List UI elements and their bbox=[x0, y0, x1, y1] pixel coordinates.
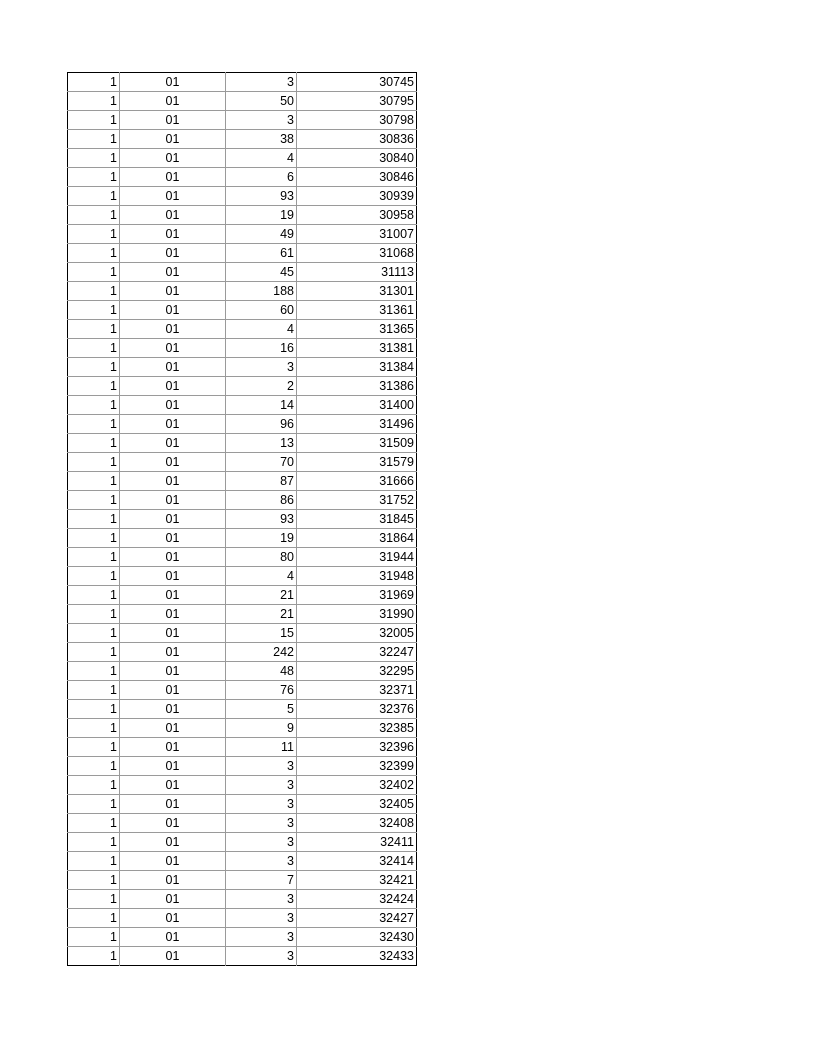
cell-col-d: 32408 bbox=[297, 814, 417, 833]
cell-col-c: 86 bbox=[226, 491, 297, 510]
cell-col-a: 1 bbox=[68, 415, 120, 434]
cell-col-a: 1 bbox=[68, 206, 120, 225]
cell-col-b: 01 bbox=[120, 453, 226, 472]
table-row bbox=[68, 225, 417, 244]
cell-col-d: 31579 bbox=[297, 453, 417, 472]
table-row bbox=[68, 111, 417, 130]
cell-col-d: 31666 bbox=[297, 472, 417, 491]
cell-col-c: 6 bbox=[226, 168, 297, 187]
cell-col-c: 3 bbox=[226, 795, 297, 814]
cell-col-a: 1 bbox=[68, 320, 120, 339]
table-row bbox=[68, 415, 417, 434]
table-row bbox=[68, 206, 417, 225]
cell-col-c: 9 bbox=[226, 719, 297, 738]
table-row bbox=[68, 567, 417, 586]
cell-col-b: 01 bbox=[120, 491, 226, 510]
cell-col-c: 3 bbox=[226, 909, 297, 928]
cell-col-a: 1 bbox=[68, 700, 120, 719]
cell-col-b: 01 bbox=[120, 852, 226, 871]
cell-col-a: 1 bbox=[68, 472, 120, 491]
cell-col-b: 01 bbox=[120, 548, 226, 567]
cell-col-d: 32399 bbox=[297, 757, 417, 776]
cell-col-c: 3 bbox=[226, 111, 297, 130]
cell-col-b: 01 bbox=[120, 415, 226, 434]
cell-col-b: 01 bbox=[120, 890, 226, 909]
cell-col-a: 1 bbox=[68, 111, 120, 130]
cell-col-c: 19 bbox=[226, 206, 297, 225]
table-row bbox=[68, 738, 417, 757]
cell-col-a: 1 bbox=[68, 909, 120, 928]
cell-col-d: 31381 bbox=[297, 339, 417, 358]
cell-col-d: 31386 bbox=[297, 377, 417, 396]
cell-col-c: 3 bbox=[226, 814, 297, 833]
cell-col-c: 76 bbox=[226, 681, 297, 700]
cell-col-c: 3 bbox=[226, 852, 297, 871]
table-row bbox=[68, 700, 417, 719]
table-row bbox=[68, 301, 417, 320]
table-row bbox=[68, 548, 417, 567]
cell-col-d: 32411 bbox=[297, 833, 417, 852]
cell-col-d: 32414 bbox=[297, 852, 417, 871]
cell-col-d: 31990 bbox=[297, 605, 417, 624]
cell-col-a: 1 bbox=[68, 339, 120, 358]
cell-col-b: 01 bbox=[120, 187, 226, 206]
cell-col-c: 13 bbox=[226, 434, 297, 453]
table-row bbox=[68, 662, 417, 681]
cell-col-b: 01 bbox=[120, 586, 226, 605]
cell-col-a: 1 bbox=[68, 757, 120, 776]
cell-col-c: 19 bbox=[226, 529, 297, 548]
table-row bbox=[68, 757, 417, 776]
cell-col-a: 1 bbox=[68, 453, 120, 472]
table-row bbox=[68, 453, 417, 472]
table-row bbox=[68, 339, 417, 358]
cell-col-c: 87 bbox=[226, 472, 297, 491]
cell-col-b: 01 bbox=[120, 92, 226, 111]
table-row bbox=[68, 643, 417, 662]
table-row bbox=[68, 320, 417, 339]
cell-col-c: 14 bbox=[226, 396, 297, 415]
cell-col-d: 31384 bbox=[297, 358, 417, 377]
cell-col-a: 1 bbox=[68, 73, 120, 92]
table-row bbox=[68, 681, 417, 700]
cell-col-d: 31969 bbox=[297, 586, 417, 605]
cell-col-b: 01 bbox=[120, 662, 226, 681]
cell-col-a: 1 bbox=[68, 529, 120, 548]
cell-col-a: 1 bbox=[68, 377, 120, 396]
table-row bbox=[68, 719, 417, 738]
cell-col-d: 31509 bbox=[297, 434, 417, 453]
cell-col-a: 1 bbox=[68, 643, 120, 662]
cell-col-c: 5 bbox=[226, 700, 297, 719]
cell-col-c: 50 bbox=[226, 92, 297, 111]
cell-col-a: 1 bbox=[68, 947, 120, 966]
cell-col-b: 01 bbox=[120, 738, 226, 757]
cell-col-a: 1 bbox=[68, 738, 120, 757]
cell-col-c: 93 bbox=[226, 187, 297, 206]
cell-col-d: 30745 bbox=[297, 73, 417, 92]
cell-col-c: 3 bbox=[226, 73, 297, 92]
cell-col-b: 01 bbox=[120, 263, 226, 282]
cell-col-a: 1 bbox=[68, 871, 120, 890]
table-row bbox=[68, 92, 417, 111]
cell-col-b: 01 bbox=[120, 320, 226, 339]
cell-col-d: 31496 bbox=[297, 415, 417, 434]
cell-col-d: 32433 bbox=[379, 949, 414, 963]
cell-col-c: 7 bbox=[226, 871, 297, 890]
table-row bbox=[68, 833, 417, 852]
cell-col-d: 30958 bbox=[297, 206, 417, 225]
table-row bbox=[68, 244, 417, 263]
cell-col-b: 01 bbox=[120, 149, 226, 168]
cell-col-d: 31365 bbox=[297, 320, 417, 339]
cell-col-a: 1 bbox=[68, 282, 120, 301]
cell-col-b: 01 bbox=[120, 377, 226, 396]
cell-col-c: 16 bbox=[226, 339, 297, 358]
cell-col-a: 1 bbox=[68, 187, 120, 206]
data-table bbox=[67, 72, 417, 966]
cell-col-b: 01 bbox=[120, 396, 226, 415]
cell-col-d: 31301 bbox=[297, 282, 417, 301]
cell-col-a: 1 bbox=[68, 225, 120, 244]
cell-col-b: 01 bbox=[120, 757, 226, 776]
cell-col-c: 4 bbox=[226, 567, 297, 586]
cell-col-d: 32247 bbox=[297, 643, 417, 662]
cell-col-b: 01 bbox=[120, 168, 226, 187]
cell-col-b: 01 bbox=[120, 111, 226, 130]
cell-col-a: 1 bbox=[68, 491, 120, 510]
cell-col-d: 31948 bbox=[297, 567, 417, 586]
cell-col-d: 32427 bbox=[297, 909, 417, 928]
cell-col-a: 1 bbox=[68, 301, 120, 320]
cell-col-b: 01 bbox=[120, 947, 226, 966]
cell-col-c: 3 bbox=[226, 358, 297, 377]
cell-col-d: 31944 bbox=[297, 548, 417, 567]
cell-col-d: 32295 bbox=[297, 662, 417, 681]
cell-col-c: 3 bbox=[226, 757, 297, 776]
cell-col-a: 1 bbox=[68, 510, 120, 529]
cell-col-d: 31113 bbox=[297, 263, 417, 282]
cell-col-b: 01 bbox=[120, 225, 226, 244]
cell-col-d: 31864 bbox=[297, 529, 417, 548]
table-row bbox=[68, 491, 417, 510]
table-row bbox=[68, 605, 417, 624]
cell-col-c: 21 bbox=[226, 605, 297, 624]
cell-col-d: 30939 bbox=[297, 187, 417, 206]
cell-col-b: 01 bbox=[120, 301, 226, 320]
cell-col-b: 01 bbox=[120, 434, 226, 453]
table-body bbox=[68, 73, 417, 966]
cell-col-a: 1 bbox=[68, 605, 120, 624]
table-row bbox=[68, 814, 417, 833]
table-row bbox=[68, 377, 417, 396]
table-row bbox=[68, 776, 417, 795]
table-row bbox=[68, 73, 417, 92]
cell-col-a: 1 bbox=[68, 586, 120, 605]
cell-col-b: 01 bbox=[120, 244, 226, 263]
cell-col-c: 3 bbox=[226, 890, 297, 909]
cell-col-b: 01 bbox=[120, 776, 226, 795]
cell-col-d: 30846 bbox=[297, 168, 417, 187]
cell-col-c: 70 bbox=[226, 453, 297, 472]
table-row bbox=[68, 168, 417, 187]
cell-col-b: 01 bbox=[120, 795, 226, 814]
cell-col-b: 01 bbox=[120, 206, 226, 225]
cell-col-a: 1 bbox=[68, 795, 120, 814]
cell-col-b: 01 bbox=[120, 643, 226, 662]
table-row bbox=[68, 947, 417, 966]
cell-col-b: 01 bbox=[120, 871, 226, 890]
cell-col-b: 01 bbox=[120, 358, 226, 377]
cell-col-c: 15 bbox=[226, 624, 297, 643]
cell-col-d: 30840 bbox=[297, 149, 417, 168]
cell-col-c: 21 bbox=[226, 586, 297, 605]
cell-col-b: 01 bbox=[120, 681, 226, 700]
cell-col-b: 01 bbox=[120, 73, 226, 92]
cell-col-d: 32396 bbox=[297, 738, 417, 757]
table-row bbox=[68, 529, 417, 548]
cell-col-d: 30795 bbox=[297, 92, 417, 111]
cell-col-c: 11 bbox=[226, 738, 297, 757]
cell-col-a: 1 bbox=[68, 890, 120, 909]
cell-col-b: 01 bbox=[120, 567, 226, 586]
table-row bbox=[68, 434, 417, 453]
cell-col-c: 45 bbox=[226, 263, 297, 282]
table-row bbox=[68, 871, 417, 890]
cell-col-a: 1 bbox=[68, 263, 120, 282]
cell-col-a: 1 bbox=[68, 681, 120, 700]
cell-col-d: 31845 bbox=[297, 510, 417, 529]
cell-col-b: 01 bbox=[120, 928, 226, 947]
table-row bbox=[68, 472, 417, 491]
cell-col-d: 32385 bbox=[297, 719, 417, 738]
table-row bbox=[68, 795, 417, 814]
table-row bbox=[68, 396, 417, 415]
cell-col-d: 31400 bbox=[297, 396, 417, 415]
cell-col-b: 01 bbox=[120, 833, 226, 852]
cell-col-d: 32424 bbox=[297, 890, 417, 909]
cell-col-d: 32402 bbox=[297, 776, 417, 795]
cell-col-b: 01 bbox=[120, 339, 226, 358]
cell-col-a: 1 bbox=[68, 814, 120, 833]
cell-col-c: 3 bbox=[226, 947, 297, 966]
cell-col-a: 1 bbox=[68, 92, 120, 111]
cell-col-c: 61 bbox=[226, 244, 297, 263]
table-row bbox=[68, 624, 417, 643]
cell-col-a: 1 bbox=[68, 567, 120, 586]
table-row bbox=[68, 149, 417, 168]
cell-col-a: 1 bbox=[68, 852, 120, 871]
cell-col-a: 1 bbox=[68, 434, 120, 453]
cell-col-b: 01 bbox=[120, 909, 226, 928]
cell-col-b: 01 bbox=[120, 529, 226, 548]
cell-col-a: 1 bbox=[68, 833, 120, 852]
cell-col-b: 01 bbox=[120, 814, 226, 833]
cell-col-b: 01 bbox=[120, 472, 226, 491]
cell-col-c: 60 bbox=[226, 301, 297, 320]
cell-col-b: 01 bbox=[120, 700, 226, 719]
table-row bbox=[68, 282, 417, 301]
table-row bbox=[68, 130, 417, 149]
cell-col-c: 3 bbox=[226, 928, 297, 947]
cell-col-c: 96 bbox=[226, 415, 297, 434]
cell-col-a: 1 bbox=[68, 358, 120, 377]
cell-col-c: 38 bbox=[226, 130, 297, 149]
cell-col-a: 1 bbox=[68, 719, 120, 738]
cell-col-a: 1 bbox=[68, 776, 120, 795]
cell-col-c: 4 bbox=[226, 320, 297, 339]
cell-col-d: 31361 bbox=[297, 301, 417, 320]
cell-col-a: 1 bbox=[68, 548, 120, 567]
cell-col-a: 1 bbox=[68, 149, 120, 168]
cell-col-b: 01 bbox=[120, 605, 226, 624]
cell-col-d: 31752 bbox=[297, 491, 417, 510]
cell-col-c: 93 bbox=[226, 510, 297, 529]
cell-col-a: 1 bbox=[68, 244, 120, 263]
cell-col-c: 49 bbox=[226, 225, 297, 244]
cell-col-d: 30798 bbox=[297, 111, 417, 130]
cell-col-d: 31068 bbox=[297, 244, 417, 263]
cell-col-c: 3 bbox=[226, 776, 297, 795]
cell-col-b: 01 bbox=[120, 130, 226, 149]
cell-col-b: 01 bbox=[120, 719, 226, 738]
cell-col-a: 1 bbox=[68, 130, 120, 149]
cell-col-d: 32376 bbox=[297, 700, 417, 719]
cell-col-c: 48 bbox=[226, 662, 297, 681]
table-row bbox=[68, 909, 417, 928]
table-row bbox=[68, 890, 417, 909]
cell-col-b: 01 bbox=[120, 624, 226, 643]
cell-col-c: 4 bbox=[226, 149, 297, 168]
cell-col-a: 1 bbox=[68, 396, 120, 415]
table-row bbox=[68, 928, 417, 947]
table-row bbox=[68, 263, 417, 282]
cell-col-c: 242 bbox=[226, 643, 297, 662]
cell-col-c: 2 bbox=[226, 377, 297, 396]
table-row bbox=[68, 510, 417, 529]
cell-col-a: 1 bbox=[68, 928, 120, 947]
cell-col-b: 01 bbox=[120, 282, 226, 301]
cell-col-d: 32421 bbox=[297, 871, 417, 890]
cell-col-d: 32405 bbox=[297, 795, 417, 814]
cell-col-b: 01 bbox=[120, 510, 226, 529]
cell-col-a: 1 bbox=[68, 168, 120, 187]
table-row bbox=[68, 586, 417, 605]
cell-col-c: 80 bbox=[226, 548, 297, 567]
cell-col-d: 32430 bbox=[297, 928, 417, 947]
cell-col-d: 32371 bbox=[297, 681, 417, 700]
table-row bbox=[68, 852, 417, 871]
cell-col-d: 30836 bbox=[297, 130, 417, 149]
cell-col-d: 31007 bbox=[297, 225, 417, 244]
cell-col-c: 188 bbox=[226, 282, 297, 301]
cell-col-a: 1 bbox=[68, 624, 120, 643]
cell-col-c: 3 bbox=[226, 833, 297, 852]
table-row bbox=[68, 358, 417, 377]
cell-col-d: 32005 bbox=[297, 624, 417, 643]
cell-col-a: 1 bbox=[68, 662, 120, 681]
table-row bbox=[68, 187, 417, 206]
